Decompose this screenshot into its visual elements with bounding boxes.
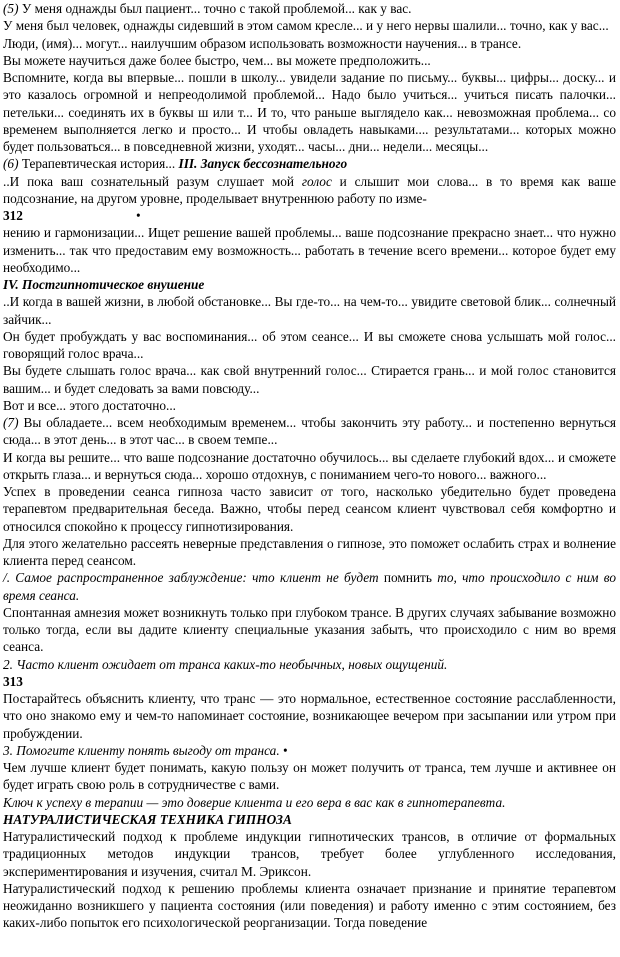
paragraph: нению и гармонизации... Ищет решение вашей проблемы... ваше подсознание прекрасно знает... что нужно изменить... так что предоставим ему возможность... работать в течение всего времени... которое будет ему необходимо...	[3, 225, 616, 275]
paragraph: Вот и все... этого достаточно...	[3, 397, 177, 413]
bullet-mark: •	[279, 742, 288, 758]
paragraph: (7) Вы обладаете... всем необходимым временем... чтобы закончить эту работу... и постепенно вернуться сюда... в этот день... в этот час... в своем темпе...	[3, 415, 616, 448]
paragraph: 2. Часто клиент ожидает от транса каких-то необычных, новых ощущений.	[3, 656, 448, 672]
paragraph: Вы будете слышать голос врача... как свой внутренний голос... Стирается грань... и мой голос становится вашим... и будет следовать за вами повсюду...	[3, 363, 616, 396]
paragraph: У меня был человек, однажды сидевший в этом самом кресле... и у него нервы шалили... точно, как у вас...	[3, 18, 609, 34]
paragraph: Вспомните, когда вы впервые... пошли в школу... увидели задание по письму... буквы... цифры... доску... и это казалось огромной и непреодолимой проблемой... Надо было учиться... учиться писать палочки... петельки... соединять их в буквы ш или т... И то, что раньше выглядело как... невозможная проблема... со временем выполняется легко и просто... И чтобы овладеть навыками.... результатами... которых можно будет пользоваться... в повседневной жизни, уходят... часы... дни... недели... месяцы...	[3, 70, 616, 154]
paragraph: Вы можете научиться даже более быстро, чем... вы можете предположить...	[3, 52, 431, 68]
paragraph: Он будет пробуждать у вас воспоминания... об этом сеансе... И вы сможете снова услышать мой голос... говорящий голос врача...	[3, 328, 616, 361]
paragraph: (6) Терапевтическая история... III. Запуск бессознательного	[3, 156, 348, 172]
paragraph: ..И пока ваш сознательный разум слушает мой голос и слышит мои слова... в то время как ваше подсознание, на другом уровне, проделывает внутреннюю работу по изме-	[3, 173, 617, 206]
paragraph: Постарайтесь объяснить клиенту, что транс — это нормальное, естественное состояние расслабленности, что оно знакомо ему и чем-то напоминает состояние, возникающее вечером при засыпании или утром при пробуждении.	[3, 691, 616, 741]
paragraph: Чем лучше клиент будет понимать, какую пользу он может получить от транса, тем лучше и активнее он будет играть свою роль в сотрудничестве с вами.	[3, 760, 616, 793]
paragraph: 3. Помогите клиенту понять выгоду от транса. •	[3, 742, 288, 758]
page-number: 312 •	[3, 208, 141, 223]
bullet-mark: •	[136, 208, 141, 223]
paragraph: /. Самое распространенное заблуждение: что клиент не будет помнить то, что происходило с ним во время сеанса.	[3, 570, 616, 603]
step-number: (7)	[3, 415, 19, 430]
paragraph: Для этого желательно рассеять неверные представления о гипнозе, это поможет ослабить страх и волнение клиента перед сеансом.	[3, 535, 616, 568]
paragraph: ..И когда в вашей жизни, в любой обстановке... Вы где-то... на чем-то... увидите световой блик... солнечный зайчик...	[3, 294, 616, 327]
step-number: (6)	[3, 156, 19, 172]
paragraph: Натуралистический подход к решению проблемы клиента означает признание и принятие терапевтом неожиданно возникшего у пациента состояния (или поведения) и работу именно с этим состоянием, без каких-либо попыток его психологической реорганизации. Тогда поведение	[3, 880, 616, 931]
paragraph: Успех в проведении сеанса гипноза часто зависит от того, насколько убедительно будет проведена терапевтом предварительная беседа. Важно, чтобы перед сеансом клиент чувствовал себя комфортно и относился спокойно к процессу гипнотизирования.	[3, 484, 616, 534]
paragraph: Натуралистический подход к проблеме индукции гипнотических трансов, в отличие от формальных традиционных методов индукции трансов, требует более углубленного исследования, экспериментирования и изучения, считал М. Эриксон.	[3, 829, 616, 879]
paragraph: Ключ к успеху в терапии — это доверие клиента и его вера в вас как в гипнотерапевта.	[3, 794, 506, 810]
paragraph: (5) У меня однажды был пациент... точно с такой проблемой... как у вас.	[3, 1, 412, 16]
paragraph: Люди, (имя)... могут... наилучшим образом использовать возможности научения... в трансе.	[3, 35, 522, 51]
section-heading: IV. Постгипнотическое внушение	[3, 277, 205, 292]
paragraph: Спонтанная амнезия может возникнуть только при глубоком трансе. В других случаях забывание возможно только тогда, если вы дадите клиенту специальные указания забыть, что происходило с ним во время сеанса.	[3, 604, 616, 655]
page-number: 313	[3, 673, 23, 689]
step-number: (5)	[3, 1, 19, 16]
paragraph: И когда вы решите... что ваше подсознание достаточно обучилось... вы сделаете глубокий вдох... и сможете открыть глаза... и вернуться сюда... хорошо отдохнув, с пониманием чего-то нового... важного...	[3, 449, 616, 482]
section-heading: III. Запуск бессознательного	[178, 156, 348, 172]
section-heading: НАТУРАЛИСТИЧЕСКАЯ ТЕХНИКА ГИПНОЗА	[3, 811, 292, 827]
